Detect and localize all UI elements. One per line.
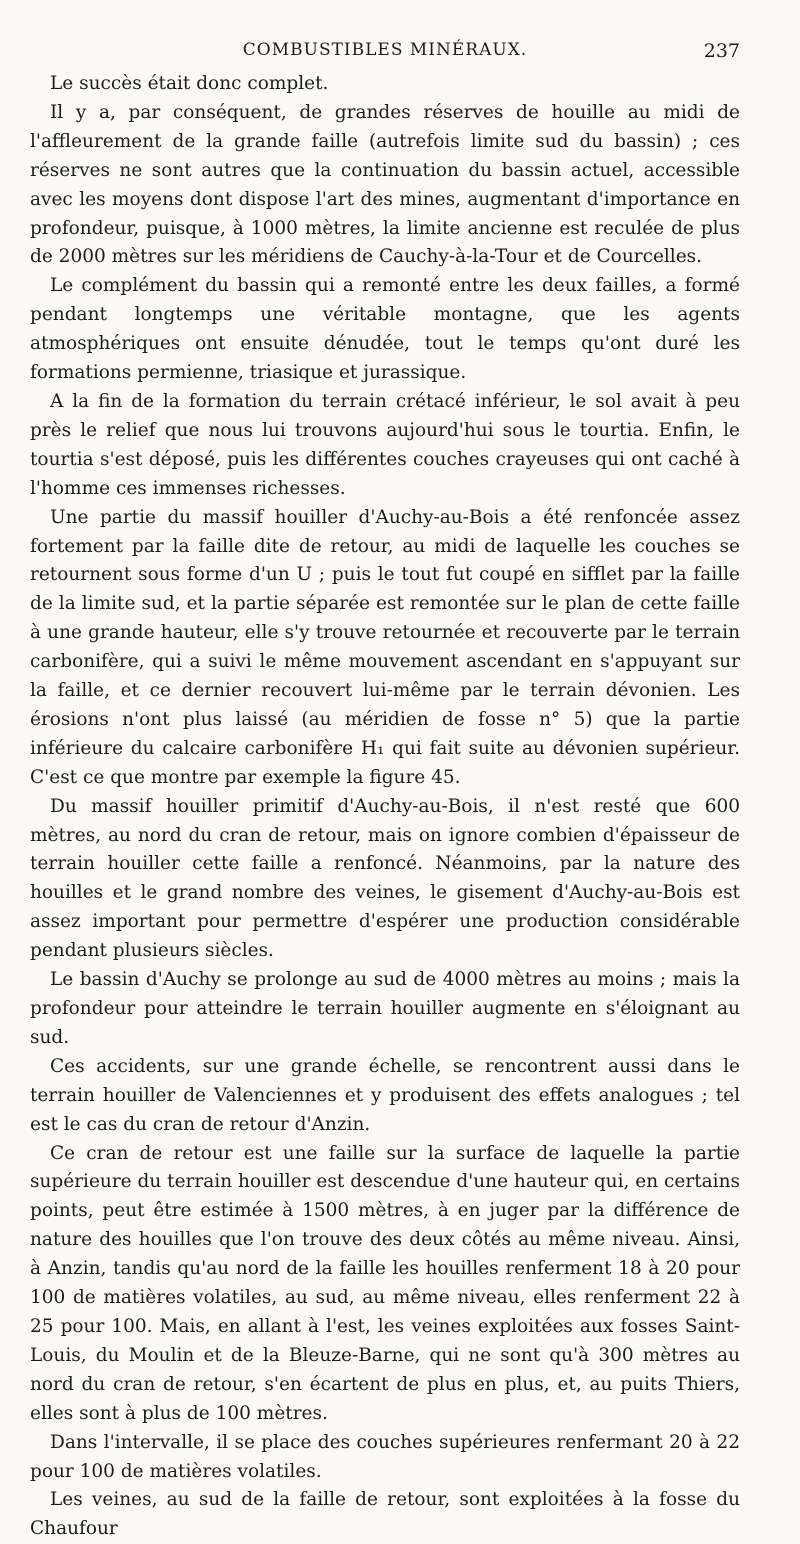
page-number: 237 xyxy=(703,40,740,62)
paragraph: Il y a, par conséquent, de grandes réserves de houille au midi de l'affleurement de la grande faille (autrefois limite sud du bassin) ; ces réserves ne sont autres que la continuation du bassin actuel, accessible avec les moyens dont dispose l'art des mines, augmentant d'importance en profondeur, puisque, à 1000 mètres, la limite ancienne est reculée de plus de 2000 mètres sur les méridiens de Cauchy-à-la-Tour et de Courcelles. xyxy=(30,101,740,268)
paragraph: Le succès était donc complet. xyxy=(50,73,329,94)
paragraph: Dans l'intervalle, il se place des couches supérieures renfermant 20 à 22 pour 100 de matières volatiles. xyxy=(30,1431,740,1482)
paragraph: Une partie du massif houiller d'Auchy-au-Bois a été renfoncée assez fortement par la faille dite de retour, au midi de laquelle les couches se retournent sous forme d'un U ; puis le tout fut coupé en sifflet par la faille de la limite sud, et la partie séparée est remontée sur le plan de cette faille à une grande hauteur, elle s'y trouve retournée et recouverte par le terrain carbonifère, qui a suivi le même mouvement ascendant en s'appuyant sur la faille, et ce dernier recouvert lui-même par le terrain dévonien. Les érosions n'ont plus laissé (au méridien de fosse n° 5) que la partie inférieure du calcaire carbonifère H₁ qui fait suite au dévonien supérieur. C'est ce que montre par exemple la figure 45. xyxy=(30,506,740,788)
paragraph: Les veines, au sud de la faille de retour, sont exploitées à la fosse du Chaufour xyxy=(30,1489,740,1540)
paragraph: Ces accidents, sur une grande échelle, se rencontrent aussi dans le terrain houiller de Valenciennes et y produisent des effets analogues ; tel est le cas du cran de retour d'Anzin. xyxy=(30,1055,740,1135)
paragraph: Le bassin d'Auchy se prolonge au sud de 4000 mètres au moins ; mais la profondeur pour atteindre le terrain houiller augmente en s'éloignant au sud. xyxy=(30,969,740,1048)
body-text xyxy=(30,70,740,1544)
paragraph: Ce cran de retour est une faille sur la surface de laquelle la partie supérieure du terrain houiller est descendue d'une hauteur qui, en certains points, peut être estimée à 1500 mètres, à en juger par la différence de nature des houilles que l'on trouve des deux côtés au même niveau. Ainsi, à Anzin, tandis qu'au nord de la faille les houilles renferment 18 à 20 pour 100 de matières volatiles, au sud, au même niveau, elles renferment 22 à 25 pour 100. Mais, en allant à l'est, les veines exploitées aux fosses Saint-Louis, du Moulin et de la Bleuze-Barne, qui ne sont qu'à 300 mètres au nord du cran de retour, s'en écartent de plus en plus, et, au puits Thiers, elles sont à plus de 100 mètres. xyxy=(30,1142,740,1424)
running-head-title: COMBUSTIBLES MINÉRAUX. xyxy=(242,40,528,60)
paragraph: A la fin de la formation du terrain crétacé inférieur, le sol avait à peu près le relief que nous lui trouvons aujourd'hui sous le tourtia. Enfin, le tourtia s'est déposé, puis les différentes couches crayeuses qui ont caché à l'homme ces immenses richesses. xyxy=(30,390,740,499)
paragraph: Le complément du bassin qui a remonté entre les deux failles, a formé pendant longtemps une véritable montagne, que les agents atmosphériques ont ensuite dénudée, tout le temps qu'ont duré les formations permienne, triasique et jurassique. xyxy=(30,275,740,384)
paragraph: Du massif houiller primitif d'Auchy-au-Bois, il n'est resté que 600 mètres, au nord du cran de retour, mais on ignore combien d'épaisseur de terrain houiller cette faille a renfoncé. Néanmoins, par la nature des houilles et le grand nombre des veines, le gisement d'Auchy-au-Bois est assez important pour permettre d'espérer une production considérable pendant plusieurs siècles. xyxy=(30,795,740,962)
